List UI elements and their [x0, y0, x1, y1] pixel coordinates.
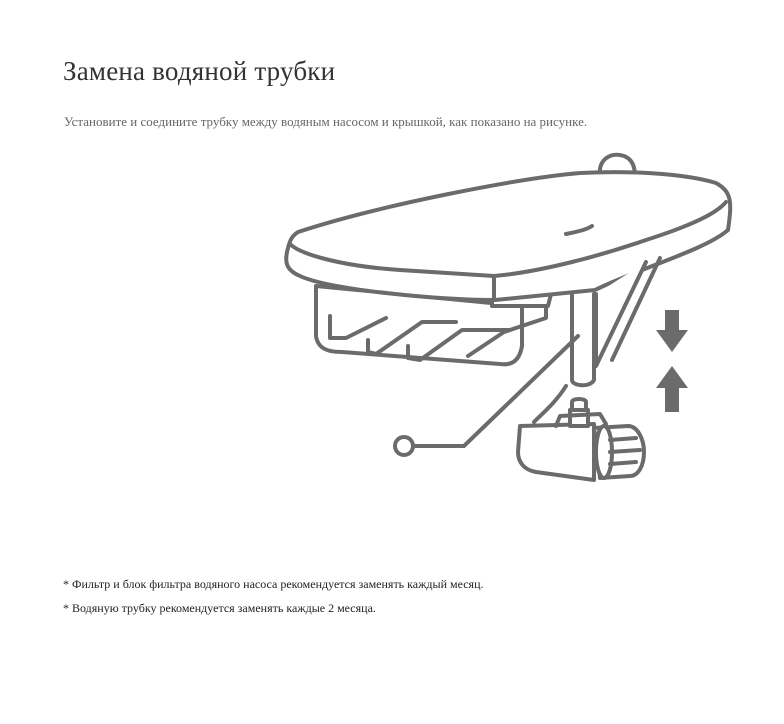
- page-title: Замена водяной трубки: [63, 56, 336, 86]
- instruction-text: Установите и соедините трубку между водяным насосом и крышкой, как показано на рисунке.: [64, 114, 588, 129]
- notes-list: [63, 577, 484, 625]
- arrow-up-icon: [656, 366, 688, 412]
- note-filter-replacement: * Фильтр и блок фильтра водяного насоса рекомендуется заменять каждый месяц.: [63, 577, 484, 591]
- note-tube-replacement: * Водяную трубку рекомендуется заменять каждые 2 месяца.: [63, 601, 376, 615]
- arrow-down-icon: [656, 310, 688, 352]
- water-tube-illustration: [270, 148, 750, 493]
- water-pump-icon: [518, 399, 644, 480]
